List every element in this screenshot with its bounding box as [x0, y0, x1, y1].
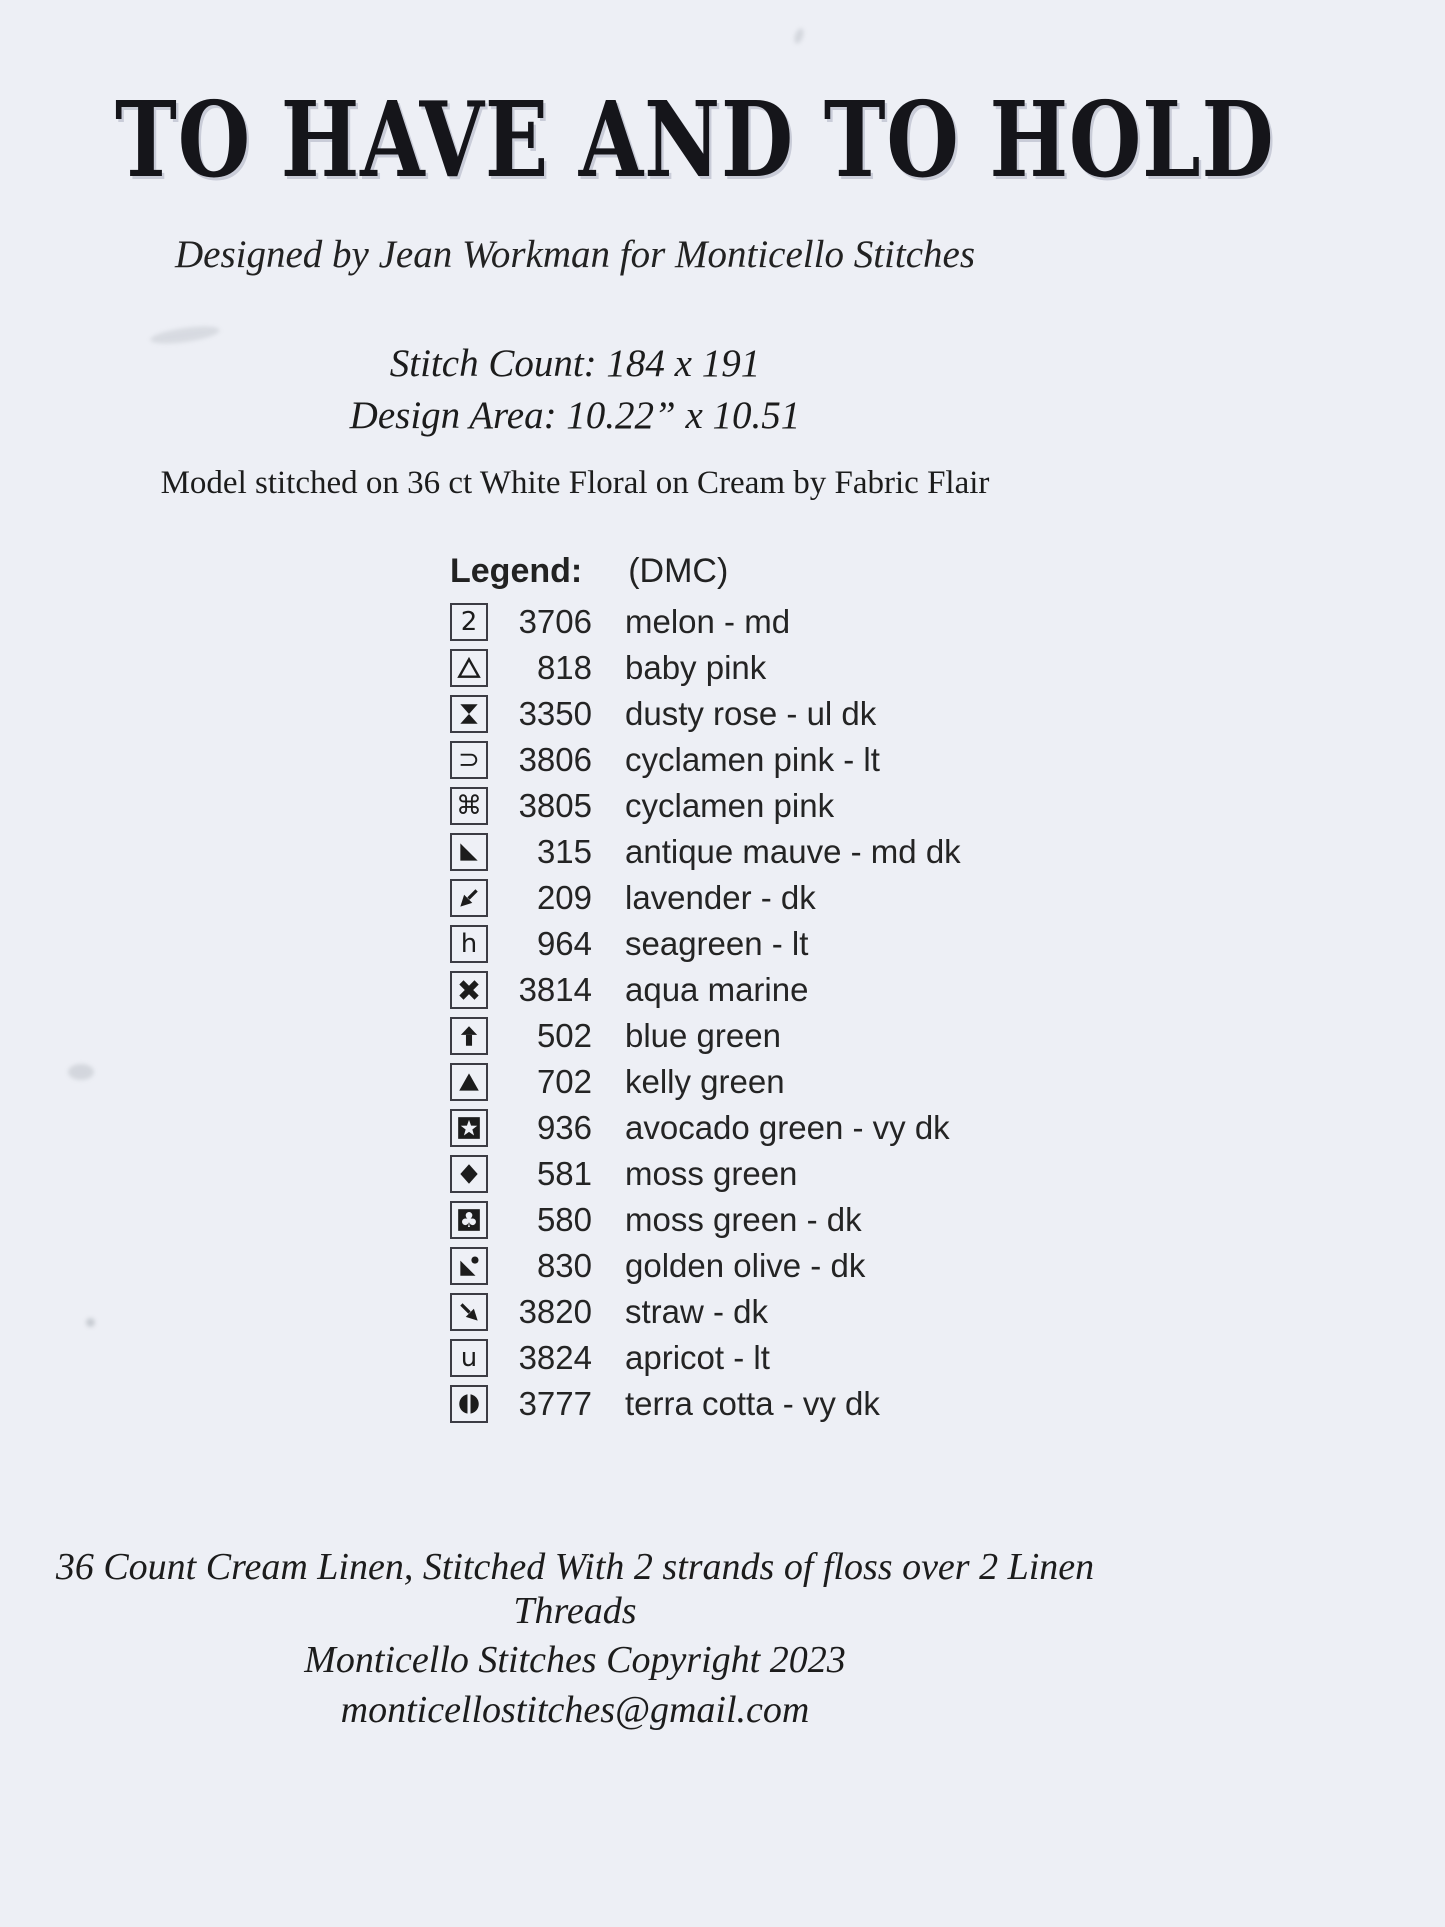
legend-row — [450, 1289, 961, 1335]
legend-row — [450, 1151, 961, 1197]
floss-code: 3777 — [518, 1385, 592, 1422]
floss-code: 702 — [536, 1063, 592, 1100]
floss-name: moss green — [625, 1155, 798, 1192]
arrow-down-right-icon — [450, 1293, 488, 1331]
letter-h-icon: h — [450, 925, 488, 963]
copyright-line: Monticello Stitches Copyright 2023 — [304, 1639, 846, 1681]
triangle-with-dot-icon — [450, 1247, 488, 1285]
scan-speck — [793, 27, 806, 45]
floss-name: aqua marine — [625, 971, 809, 1008]
hourglass-filled-icon — [450, 695, 488, 733]
legend-row — [450, 1381, 961, 1427]
legend-row — [450, 645, 961, 691]
floss-name: straw - dk — [625, 1293, 769, 1330]
designer-line: Designed by Jean Workman for Monticello Stitches — [174, 233, 976, 276]
floss-name: antique mauve - md dk — [625, 833, 961, 870]
superset-icon: ⊃ — [450, 741, 488, 779]
floss-code: 3350 — [518, 695, 592, 732]
command-icon: ⌘ — [450, 787, 488, 825]
svg-text:♣: ♣ — [459, 1208, 479, 1233]
floss-legend — [450, 552, 961, 1427]
floss-name: lavender - dk — [625, 879, 816, 916]
star-on-black-icon — [450, 1109, 488, 1147]
legend-row — [450, 783, 961, 829]
legend-row — [450, 1197, 961, 1243]
floss-code: 830 — [536, 1247, 592, 1284]
legend-row — [450, 691, 961, 737]
floss-code: 315 — [536, 833, 592, 870]
lower-left-triangle-icon — [450, 833, 488, 871]
floss-name: moss green - dk — [625, 1201, 862, 1238]
contact-email: monticellostitches@gmail.com — [340, 1689, 810, 1731]
floss-name: melon - md — [625, 603, 791, 640]
floss-code: 3820 — [518, 1293, 592, 1330]
legend-row — [450, 875, 961, 921]
floss-code: 3806 — [518, 741, 592, 778]
floss-code: 964 — [536, 925, 592, 962]
legend-row — [450, 599, 961, 645]
page-title: TO HAVE AND TO HOLD — [115, 78, 1275, 201]
legend-header — [450, 552, 961, 591]
floss-name: terra cotta - vy dk — [625, 1385, 880, 1422]
legend-row — [450, 737, 961, 783]
split-circle-icon — [450, 1385, 488, 1423]
fabric-instructions-line: 36 Count Cream Linen, Stitched With 2 strands of floss over 2 Linen Threads — [55, 1546, 1095, 1632]
design-area-line: Design Area: 10.22” x 10.51 — [349, 394, 801, 437]
legend-row — [450, 1059, 961, 1105]
floss-name: blue green — [625, 1017, 781, 1054]
stitch-count-line: Stitch Count: 184 x 191 — [389, 342, 761, 385]
triangle-outline-icon — [450, 649, 488, 687]
floss-code: 209 — [536, 879, 592, 916]
diamond-filled-icon — [450, 1155, 488, 1193]
digit-2-icon: 2 — [450, 603, 488, 641]
floss-name: seagreen - lt — [625, 925, 809, 962]
club-on-black-icon — [450, 1201, 488, 1239]
floss-name: kelly green — [625, 1063, 785, 1100]
scan-speck — [86, 1318, 95, 1327]
floss-name: apricot - lt — [625, 1339, 770, 1376]
legend-row — [450, 921, 961, 967]
floss-code: 3824 — [518, 1339, 592, 1376]
triangle-filled-icon — [450, 1063, 488, 1101]
heavy-x-icon — [450, 971, 488, 1009]
floss-name: baby pink — [625, 649, 767, 686]
legend-row — [450, 967, 961, 1013]
legend-row — [450, 1105, 961, 1151]
floss-code: 818 — [536, 649, 592, 686]
model-fabric-line: Model stitched on 36 ct White Floral on Cream by Fabric Flair — [160, 465, 990, 501]
letter-u-icon: u — [450, 1339, 488, 1377]
arrow-up-filled-icon — [450, 1017, 488, 1055]
legend-row — [450, 1243, 961, 1289]
legend-row — [450, 1013, 961, 1059]
floss-code: 3706 — [518, 603, 592, 640]
legend-row — [450, 1335, 961, 1381]
floss-name: cyclamen pink - lt — [625, 741, 880, 778]
floss-code: 3805 — [518, 787, 592, 824]
floss-code: 936 — [536, 1109, 592, 1146]
floss-code: 580 — [536, 1201, 592, 1238]
floss-code: 502 — [536, 1017, 592, 1054]
floss-name: cyclamen pink — [625, 787, 835, 824]
floss-name: golden olive - dk — [625, 1247, 866, 1284]
arrow-down-left-icon — [450, 879, 488, 917]
floss-name: dusty rose - ul dk — [625, 695, 877, 732]
legend-row — [450, 829, 961, 875]
scan-smudge — [68, 1064, 94, 1080]
floss-code: 581 — [536, 1155, 592, 1192]
legend-heading: Legend: — [450, 552, 583, 590]
floss-name: avocado green - vy dk — [625, 1109, 950, 1146]
floss-code: 3814 — [518, 971, 592, 1008]
legend-scheme: (DMC) — [628, 552, 729, 590]
